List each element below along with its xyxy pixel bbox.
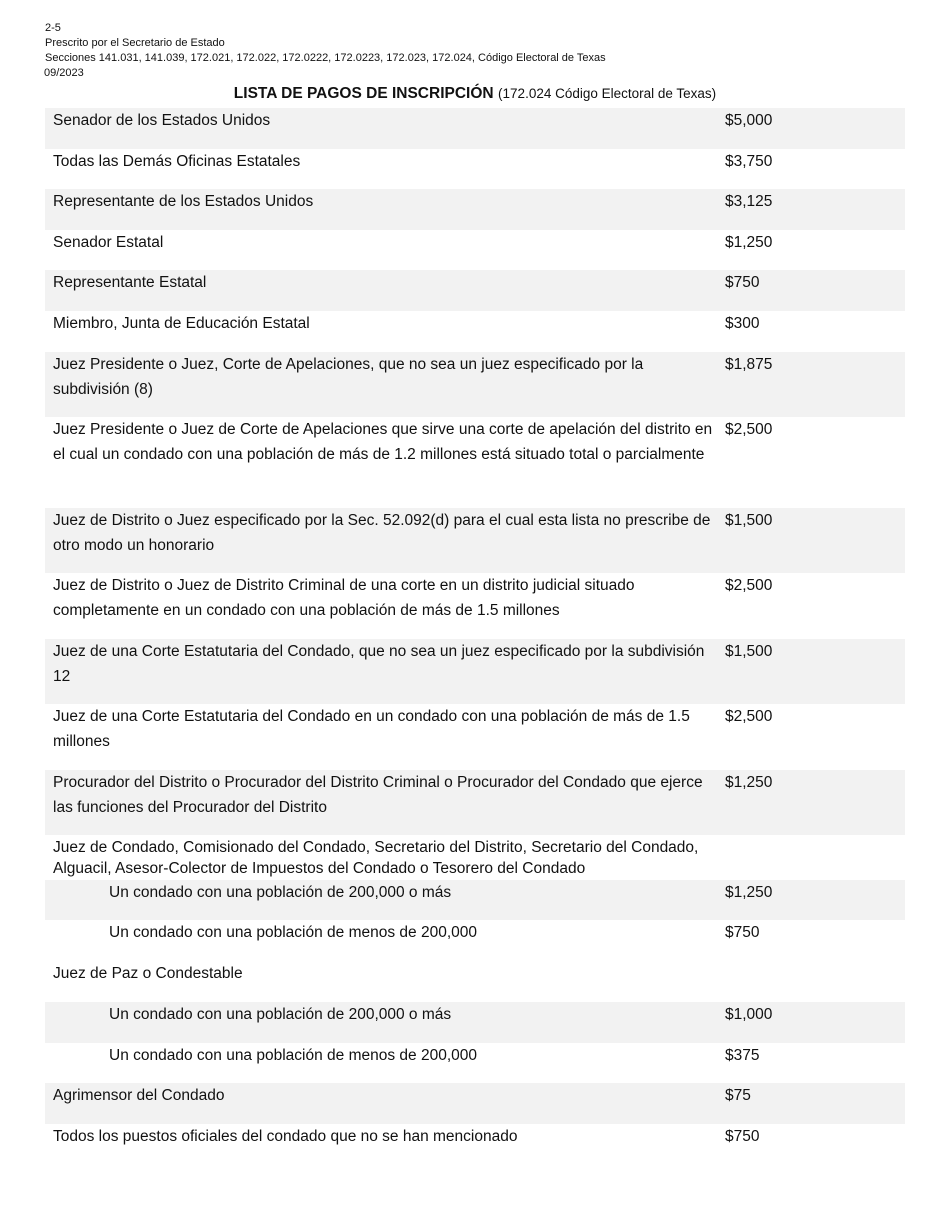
- fee-value: $1,250: [725, 234, 773, 251]
- fee-value: $3,125: [725, 193, 773, 210]
- fee-row-justice-of-peace-heading: [45, 961, 905, 1002]
- fee-row-us-representative: [45, 189, 905, 230]
- fee-row-justice-small: [45, 1043, 905, 1083]
- fee-value: $1,500: [725, 643, 773, 660]
- office-label: Un condado con una población de menos de 200,000: [109, 1047, 477, 1064]
- fee-value: $1,875: [725, 356, 773, 373]
- office-label: Juez de Condado, Comisionado del Condado, Secretario del Distrito, Secretario del Condado, Alguacil, Asesor-Colector de Impuestos del Condado o Tesorero del Condado: [53, 839, 699, 877]
- office-label: Juez de Distrito o Juez especificado por la Sec. 52.092(d) para el cual esta lista no prescribe de otro modo un honorario: [53, 512, 711, 554]
- office-label: Juez de Paz o Condestable: [53, 965, 243, 982]
- fee-value: $1,000: [725, 1006, 773, 1023]
- office-label: Representante Estatal: [53, 274, 207, 291]
- prescribed-by: Prescrito por el Secretario de Estado: [45, 37, 225, 49]
- office-label: Senador Estatal: [53, 234, 164, 251]
- fee-value: $2,500: [725, 421, 773, 438]
- office-label: Todos los puestos oficiales del condado que no se han mencionado: [53, 1128, 518, 1145]
- office-label: Juez de una Corte Estatutaria del Condado, que no sea un juez especificado por la subdivisión 12: [53, 643, 705, 685]
- office-label: Representante de los Estados Unidos: [53, 193, 314, 210]
- fee-row-district-judge: [45, 508, 905, 573]
- fee-table: [45, 108, 905, 1164]
- fee-row-other-state-offices: [45, 149, 905, 189]
- fee-row-district-attorney: [45, 770, 905, 835]
- fee-value: $75: [725, 1087, 751, 1104]
- code-sections: Secciones 141.031, 141.039, 172.021, 172.022, 172.0222, 172.0223, 172.023, 172.024, Código Electoral de Texas: [45, 52, 606, 64]
- office-label: Un condado con una población de 200,000 o más: [109, 1006, 452, 1023]
- fee-value: $1,250: [725, 884, 773, 901]
- fee-value: $750: [725, 274, 760, 291]
- fee-row-state-board-education: [45, 311, 905, 352]
- fee-value: $375: [725, 1047, 760, 1064]
- fee-row-other-county-offices: [45, 1124, 905, 1164]
- form-date: 09/2023: [44, 67, 84, 79]
- fee-row-county-surveyor: [45, 1083, 905, 1124]
- fee-value: $2,500: [725, 577, 773, 594]
- fee-value: $300: [725, 315, 760, 332]
- fee-value: $750: [725, 1128, 760, 1145]
- office-label: Juez de una Corte Estatutaria del Condado en un condado con una población de más de 1.5 millones: [53, 708, 690, 750]
- fee-value: $3,750: [725, 153, 773, 170]
- office-label: Agrimensor del Condado: [53, 1087, 225, 1104]
- fee-value: $750: [725, 924, 760, 941]
- fee-row-statutory-county-judge: [45, 639, 905, 704]
- form-number: 2-5: [45, 22, 61, 34]
- office-label: Procurador del Distrito o Procurador del Distrito Criminal o Procurador del Condado que ejerce las funciones del Procurador del Distrito: [53, 774, 703, 816]
- fee-value: $5,000: [725, 112, 773, 129]
- fee-row-state-representative: [45, 270, 905, 311]
- fee-row-county-officers-large: [45, 880, 905, 920]
- office-label: Un condado con una población de menos de 200,000: [109, 924, 477, 941]
- office-label: Miembro, Junta de Educación Estatal: [53, 315, 310, 332]
- fee-row-county-officers-heading: [45, 835, 905, 880]
- office-label: Juez Presidente o Juez de Corte de Apelaciones que sirve una corte de apelación del distrito en el cual un condado con una población de más de 1.2 millones está situado total o parcialmente: [53, 421, 713, 463]
- office-label: Un condado con una población de 200,000 o más: [109, 884, 452, 901]
- fee-row-appeals-judge: [45, 352, 905, 417]
- form-header: [45, 21, 606, 81]
- fee-row-state-senator: [45, 230, 905, 270]
- fee-row-statutory-county-judge-large: [45, 704, 905, 770]
- fee-row-appeals-judge-large-county: [45, 417, 905, 508]
- fee-value: $1,250: [725, 774, 773, 791]
- fee-value: $2,500: [725, 708, 773, 725]
- fee-row-us-senator: [45, 108, 905, 149]
- title-main: LISTA DE PAGOS DE INSCRIPCIÓN: [233, 85, 494, 102]
- fee-row-county-officers-small: [45, 920, 905, 961]
- fee-value: $1,500: [725, 512, 773, 529]
- fee-row-criminal-district-judge: [45, 573, 905, 639]
- office-label: Juez de Distrito o Juez de Distrito Criminal de una corte en un distrito judicial situado completamente en un condado con una población de más de 1.5 millones: [53, 577, 635, 619]
- title-reference: (172.024 Código Electoral de Texas): [498, 86, 717, 101]
- office-label: Senador de los Estados Unidos: [53, 112, 271, 129]
- office-label: Todas las Demás Oficinas Estatales: [53, 153, 301, 170]
- office-label: Juez Presidente o Juez, Corte de Apelaciones, que no sea un juez especificado por la subdivisión (8): [53, 356, 644, 398]
- page-title: [0, 84, 950, 104]
- fee-row-justice-large: [45, 1002, 905, 1043]
